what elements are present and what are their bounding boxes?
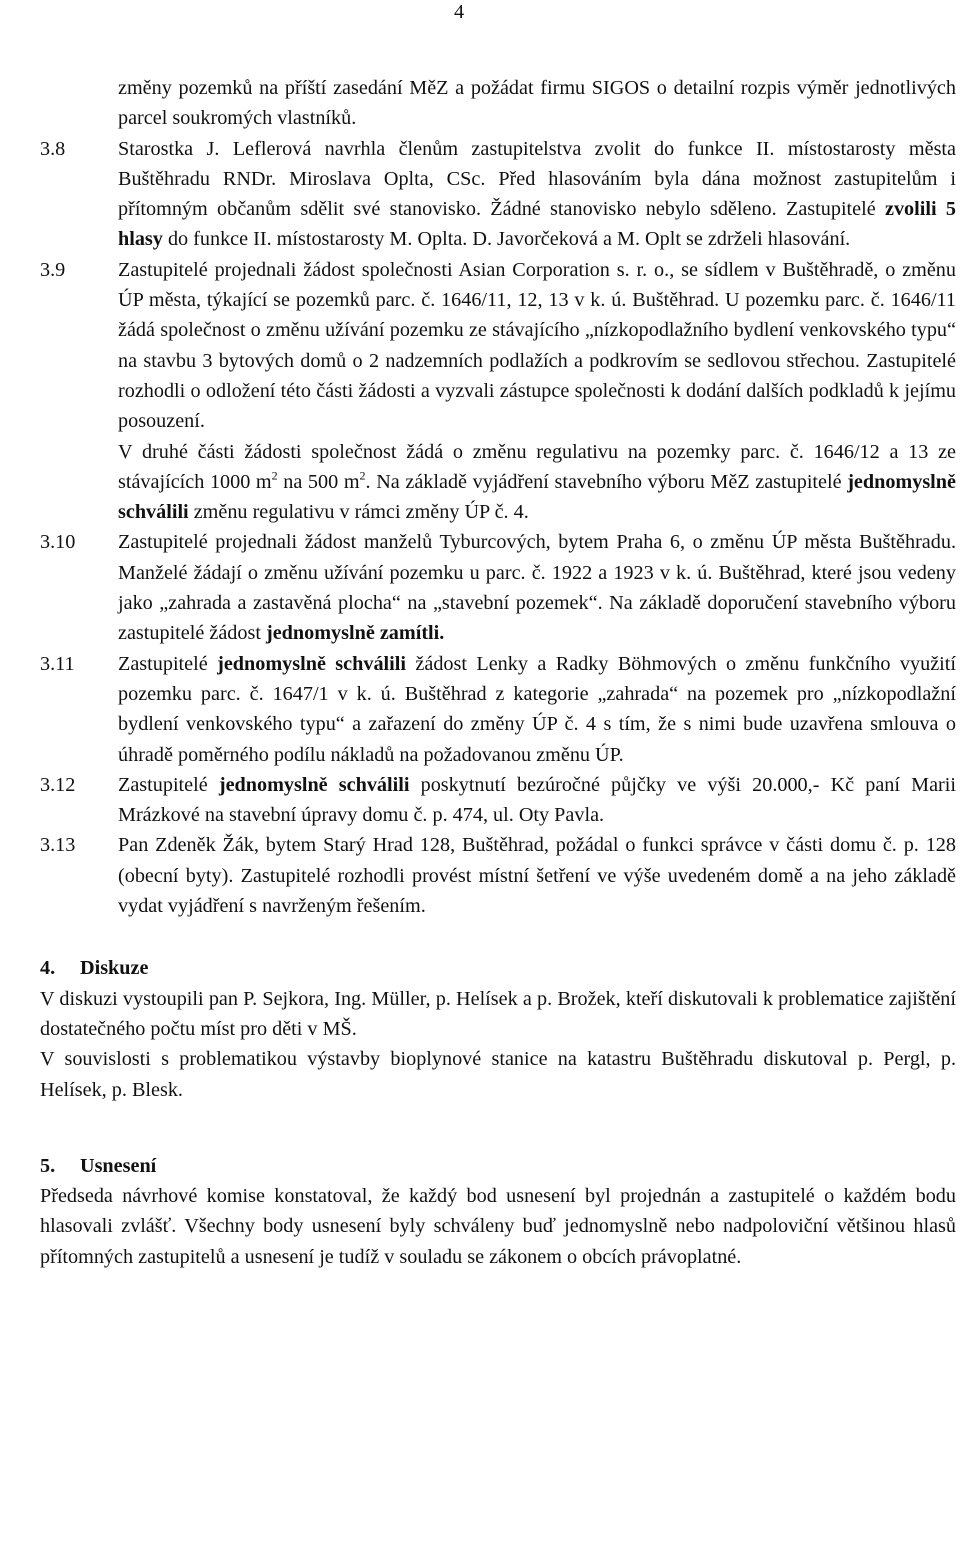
item-number: 3.10 bbox=[40, 531, 76, 554]
page-number: 4 bbox=[453, 1, 465, 23]
item-text: Zastupitelé projednali žádost manželů Tyburcových, bytem Praha 6, o změnu ÚP města Buštěhradu. Manželé žádají o změnu užívání pozemku u parc. č. 1922 a 1923 v k. ú. Buštěhrad, které jsou vedeny jako „zahrada a zastavěná plocha“ na „stavební pozemek“. Na základě doporučení stavebního výboru zastupitelé žádost jednomyslně zamítli. bbox=[118, 531, 956, 645]
section-diskuze bbox=[40, 953, 956, 1104]
item-text: Zastupitelé projednali žádost společnosti Asian Corporation s. r. o., se sídlem v Buštěhradě, o změnu ÚP města, týkající se pozemků parc. č. 1646/11, 12, 13 v k. ú. Buštěhrad. U pozemku parc. č. 1646/11 žádá společnost o změnu užívání pozemku ze stávajícího „nízkopodlažního bydlení venkovského typu“ na stavbu 3 bytových domů o 2 nadzemních podlažích a podkrovím se sedlovou střechou. Zastupitelé rozhodli o odložení této části žádosti a vyzvali zástupce společnosti k dodání dalších podkladů k jejímu posouzení. bbox=[118, 258, 956, 433]
section-number: 4. bbox=[40, 957, 56, 980]
section-title: Usnesení bbox=[80, 1154, 157, 1177]
section-paragraph: V diskuzi vystoupili pan P. Sejkora, Ing. Müller, p. Helísek a p. Brožek, kteří diskutovali k problematice zajištění dostatečného počtu míst pro děti v MŠ. bbox=[40, 987, 956, 1040]
vote-result: jednomyslně zamítli. bbox=[266, 622, 445, 645]
section-heading bbox=[40, 1151, 956, 1181]
item-3-11 bbox=[40, 649, 956, 770]
section-number: 5. bbox=[40, 1154, 56, 1177]
item-3-9 bbox=[40, 255, 956, 528]
document-body bbox=[40, 73, 956, 1272]
item-3-13 bbox=[40, 830, 956, 921]
vote-result: zvolili 5 hlasy bbox=[118, 198, 956, 251]
item-text: Zastupitelé jednomyslně schválili žádost Lenky a Radky Böhmových o změnu funkčního využití pozemku parc. č. 1647/1 v k. ú. Buštěhrad z kategorie „zahrada“ na pozemek pro „nízkopodlažní bydlení venkovského typu“ a zařazení do změny ÚP č. 4 s tím, že s nimi bude uzavřena smlouva o úhradě poměrného podílu nákladů na požadovanou změnu ÚP. bbox=[118, 652, 956, 766]
continuation-paragraph: změny pozemků na příští zasedání MěZ a požádat firmu SIGOS o detailní rozpis výměr jednotlivých parcel soukromých vlastníků. bbox=[118, 77, 956, 130]
item-text-2: V druhé části žádosti společnost žádá o změnu regulativu na pozemky parc. č. 1646/12 a 13 ze stávajících 1000 $m^2$ na 500 $m^2$. Na základě vyjádření stavebního výboru MěZ zastupitelé jednomyslně schválili změnu regulativu v rámci změny ÚP č. 4. bbox=[118, 440, 956, 524]
item-number: 3.11 bbox=[40, 652, 75, 675]
item-3-10 bbox=[40, 527, 956, 648]
item-text: Starostka J. Leflerová navrhla členům zastupitelstva zvolit do funkce II. místostarosty města Buštěhradu RNDr. Miroslava Oplta, CSc. Před hlasováním byla dána možnost zastupitelům i přítomným občanům sdělit své stanovisko. Žádné stanovisko nebylo sděleno. Zastupitelé zvolili 5 hlasy do funkce II. místostarosty M. Oplta. D. Javorčeková a M. Oplt se zdrželi hlasování. bbox=[118, 137, 956, 251]
item-number: 3.13 bbox=[40, 834, 76, 857]
vote-result: jednomyslně schválili bbox=[217, 652, 406, 675]
item-number: 3.8 bbox=[40, 137, 66, 160]
item-text: Zastupitelé jednomyslně schválili poskytnutí bezúročné půjčky ve výši 20.000,- Kč paní Marii Mrázkové na stavební úpravy domu č. p. 474, ul. Oty Pavla. bbox=[118, 773, 956, 827]
item-text: Pan Zdeněk Žák, bytem Starý Hrad 128, Buštěhrad, požádal o funkci správce v části domu č. p. 128 (obecní byty). Zastupitelé rozhodli provést místní šetření ve výše uvedeném domě a na jeho základě vydat vyjádření s navrženým řešením. bbox=[118, 834, 956, 918]
vote-result: jednomyslně schválili bbox=[118, 470, 956, 524]
item-3-12 bbox=[40, 770, 956, 831]
section-paragraph: V souvislosti s problematikou výstavby bioplynové stanice na katastru Buštěhradu diskutoval p. Pergl, p. Helísek, p. Blesk. bbox=[40, 1048, 956, 1101]
section-title: Diskuze bbox=[80, 957, 149, 980]
vote-result: jednomyslně schválili bbox=[218, 773, 410, 796]
section-paragraph: Předseda návrhové komise konstatoval, že každý bod usnesení byl projednán a zastupitelé o každém bodu hlasovali zvlášť. Všechny body usnesení byly schváleny buď jednomyslně nebo nadpoloviční většinou hlasů přítomných zastupitelů a usnesení je tudíž v souladu se zákonem o obcích právoplatné. bbox=[40, 1185, 956, 1268]
section-heading bbox=[40, 953, 956, 983]
item-number: 3.9 bbox=[40, 258, 66, 281]
item-number: 3.12 bbox=[40, 773, 76, 796]
section-usneseni bbox=[40, 1151, 956, 1272]
item-3-8 bbox=[40, 134, 956, 255]
